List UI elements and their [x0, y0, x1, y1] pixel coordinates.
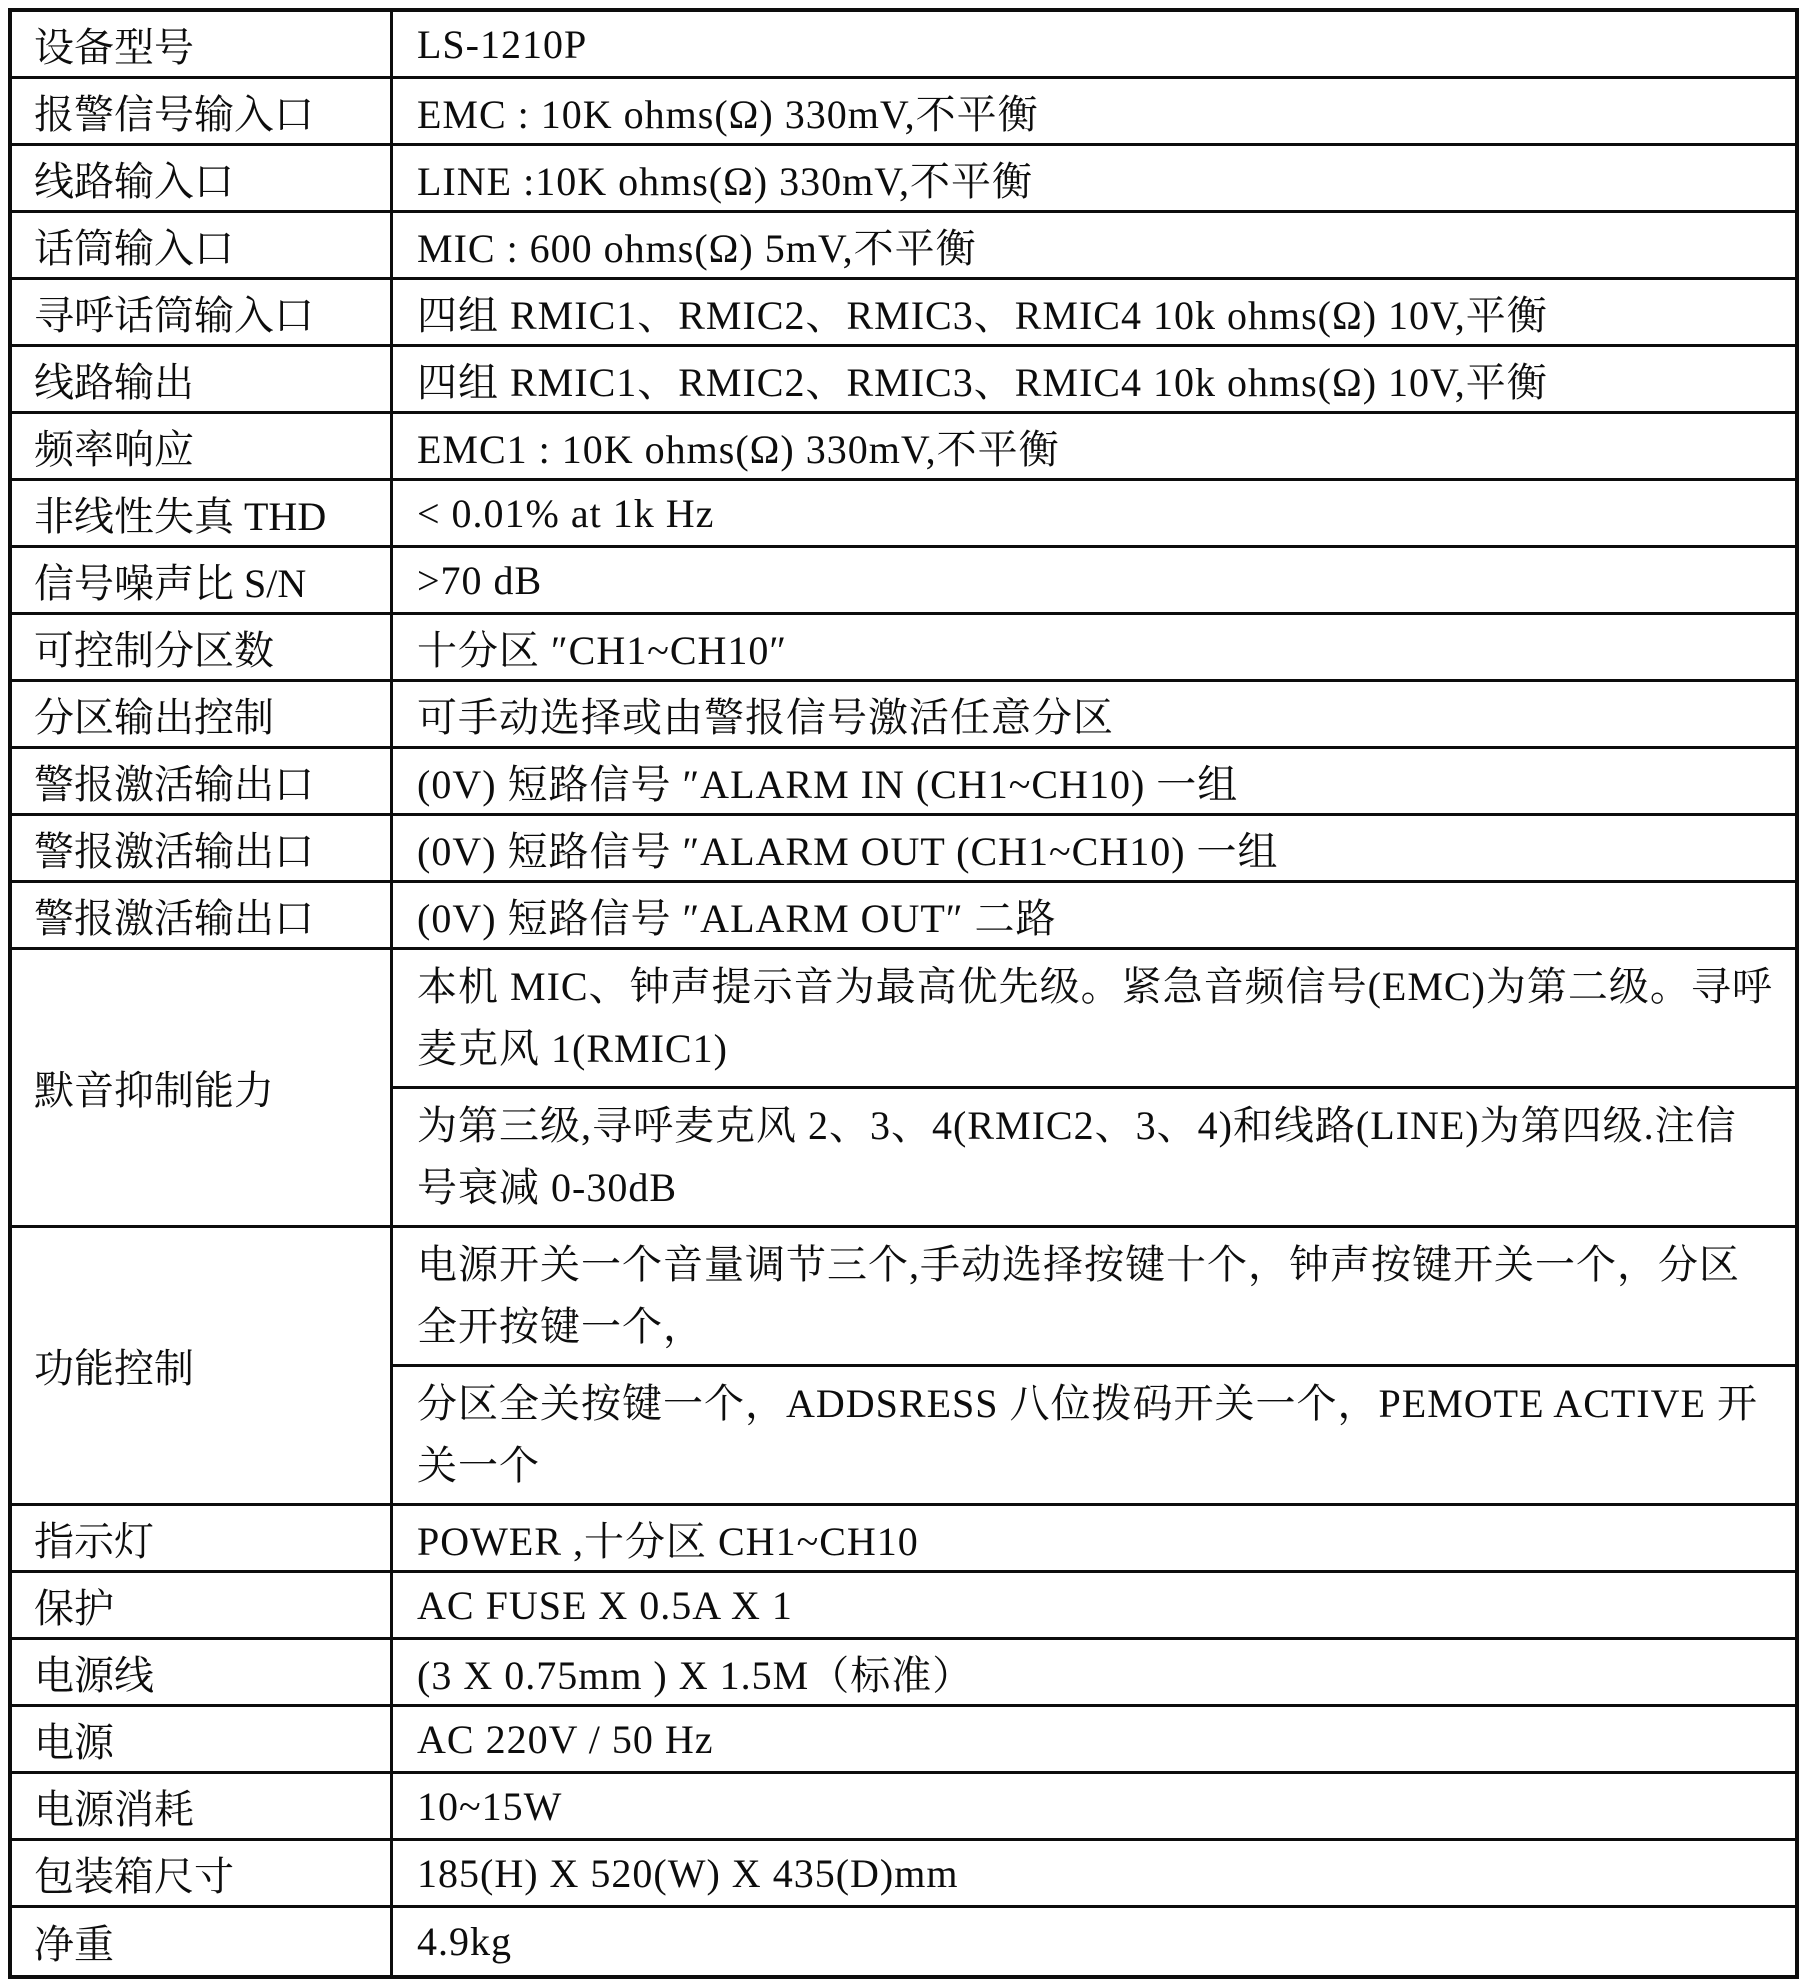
row-label: 默音抑制能力 — [12, 950, 393, 1225]
merged-value-bottom: 分区全关按键一个，ADDSRESS 八位拨码开关一个，PEMOTE ACTIVE 开关一个 — [417, 1381, 1758, 1488]
row-label: 报警信号输入口 — [12, 79, 393, 143]
row-value: 185(H) X 520(W) X 435(D)mm — [417, 1850, 959, 1896]
merged-value-bottom: 为第三级,寻呼麦克风 2、3、4(RMIC2、3、4)和线路(LINE)为第四级.注信号衰减 0-30dB — [417, 1103, 1737, 1210]
row-value: AC 220V / 50 Hz — [417, 1716, 714, 1762]
table-row — [12, 1573, 1795, 1640]
table-row — [12, 1640, 1795, 1707]
table-row — [12, 146, 1795, 213]
row-value: EMC1 : 10K ohms(Ω) 330mV,不平衡 — [417, 426, 1060, 472]
table-row — [12, 1908, 1795, 1975]
merged-values — [393, 950, 1795, 1225]
row-label: 保护 — [12, 1573, 393, 1637]
row-value: >70 dB — [417, 557, 543, 603]
row-label: 功能控制 — [12, 1228, 393, 1503]
row-label: 警报激活输出口 — [12, 883, 393, 947]
row-value: (0V) 短路信号 ″ALARM OUT″ 二路 — [417, 895, 1057, 941]
merged-values — [393, 1228, 1795, 1503]
table-row — [12, 79, 1795, 146]
table-row — [12, 1841, 1795, 1908]
row-label: 线路输出 — [12, 347, 393, 411]
row-label: 频率响应 — [12, 414, 393, 478]
row-label: 警报激活输出口 — [12, 816, 393, 880]
table-row — [12, 280, 1795, 347]
table-row — [12, 213, 1795, 280]
table-row — [12, 749, 1795, 816]
table-row — [12, 1774, 1795, 1841]
row-value: MIC : 600 ohms(Ω) 5mV,不平衡 — [417, 225, 977, 271]
row-label: 净重 — [12, 1908, 393, 1975]
row-value: < 0.01% at 1k Hz — [417, 490, 715, 536]
row-label: 信号噪声比 S/N — [12, 548, 393, 612]
row-label: 寻呼话筒输入口 — [12, 280, 393, 344]
row-value: 十分区 ″CH1~CH10″ — [417, 627, 788, 673]
row-label: 话筒输入口 — [12, 213, 393, 277]
row-value: EMC : 10K ohms(Ω) 330mV,不平衡 — [417, 91, 1039, 137]
spec-table — [8, 8, 1799, 1979]
row-value: 四组 RMIC1、RMIC2、RMIC3、RMIC4 10k ohms(Ω) 10V,平衡 — [417, 292, 1548, 338]
row-label: 电源 — [12, 1707, 393, 1771]
table-row — [12, 1506, 1795, 1573]
row-value: 4.9kg — [417, 1919, 512, 1964]
row-label: 分区输出控制 — [12, 682, 393, 746]
row-label: 电源消耗 — [12, 1774, 393, 1838]
row-label: 警报激活输出口 — [12, 749, 393, 813]
merged-value-top: 本机 MIC、钟声提示音为最高优先级。紧急音频信号(EMC)为第二级。寻呼麦克风 1(RMIC1) — [393, 950, 1795, 1089]
row-value: (0V) 短路信号 ″ALARM OUT (CH1~CH10) 一组 — [417, 828, 1279, 874]
row-value: LS-1210P — [417, 21, 588, 67]
table-row — [12, 682, 1795, 749]
row-value: (3 X 0.75mm ) X 1.5M（标准） — [417, 1652, 974, 1698]
table-row — [12, 816, 1795, 883]
table-row — [12, 1707, 1795, 1774]
row-label: 包装箱尺寸 — [12, 1841, 393, 1905]
table-row-merged — [12, 950, 1795, 1228]
row-value: 四组 RMIC1、RMIC2、RMIC3、RMIC4 10k ohms(Ω) 10V,平衡 — [417, 359, 1548, 405]
row-value: 可手动选择或由警报信号激活任意分区 — [417, 694, 1114, 740]
row-label: 设备型号 — [12, 12, 393, 76]
table-row-merged — [12, 1228, 1795, 1506]
table-row — [12, 481, 1795, 548]
row-label: 线路输入口 — [12, 146, 393, 210]
table-row — [12, 615, 1795, 682]
row-value: LINE :10K ohms(Ω) 330mV,不平衡 — [417, 158, 1033, 204]
row-value: 10~15W — [417, 1783, 563, 1829]
row-label: 指示灯 — [12, 1506, 393, 1570]
table-row — [12, 548, 1795, 615]
row-value: (0V) 短路信号 ″ALARM IN (CH1~CH10) 一组 — [417, 761, 1239, 807]
table-row — [12, 12, 1795, 79]
table-row — [12, 414, 1795, 481]
row-label: 电源线 — [12, 1640, 393, 1704]
row-value: AC FUSE X 0.5A X 1 — [417, 1582, 793, 1628]
row-label: 非线性失真 THD — [12, 481, 393, 545]
table-row — [12, 883, 1795, 950]
row-value: POWER ,十分区 CH1~CH10 — [417, 1518, 919, 1564]
merged-value-top: 电源开关一个音量调节三个,手动选择按键十个，钟声按键开关一个，分区全开按键一个， — [393, 1228, 1795, 1367]
table-row — [12, 347, 1795, 414]
row-label: 可控制分区数 — [12, 615, 393, 679]
